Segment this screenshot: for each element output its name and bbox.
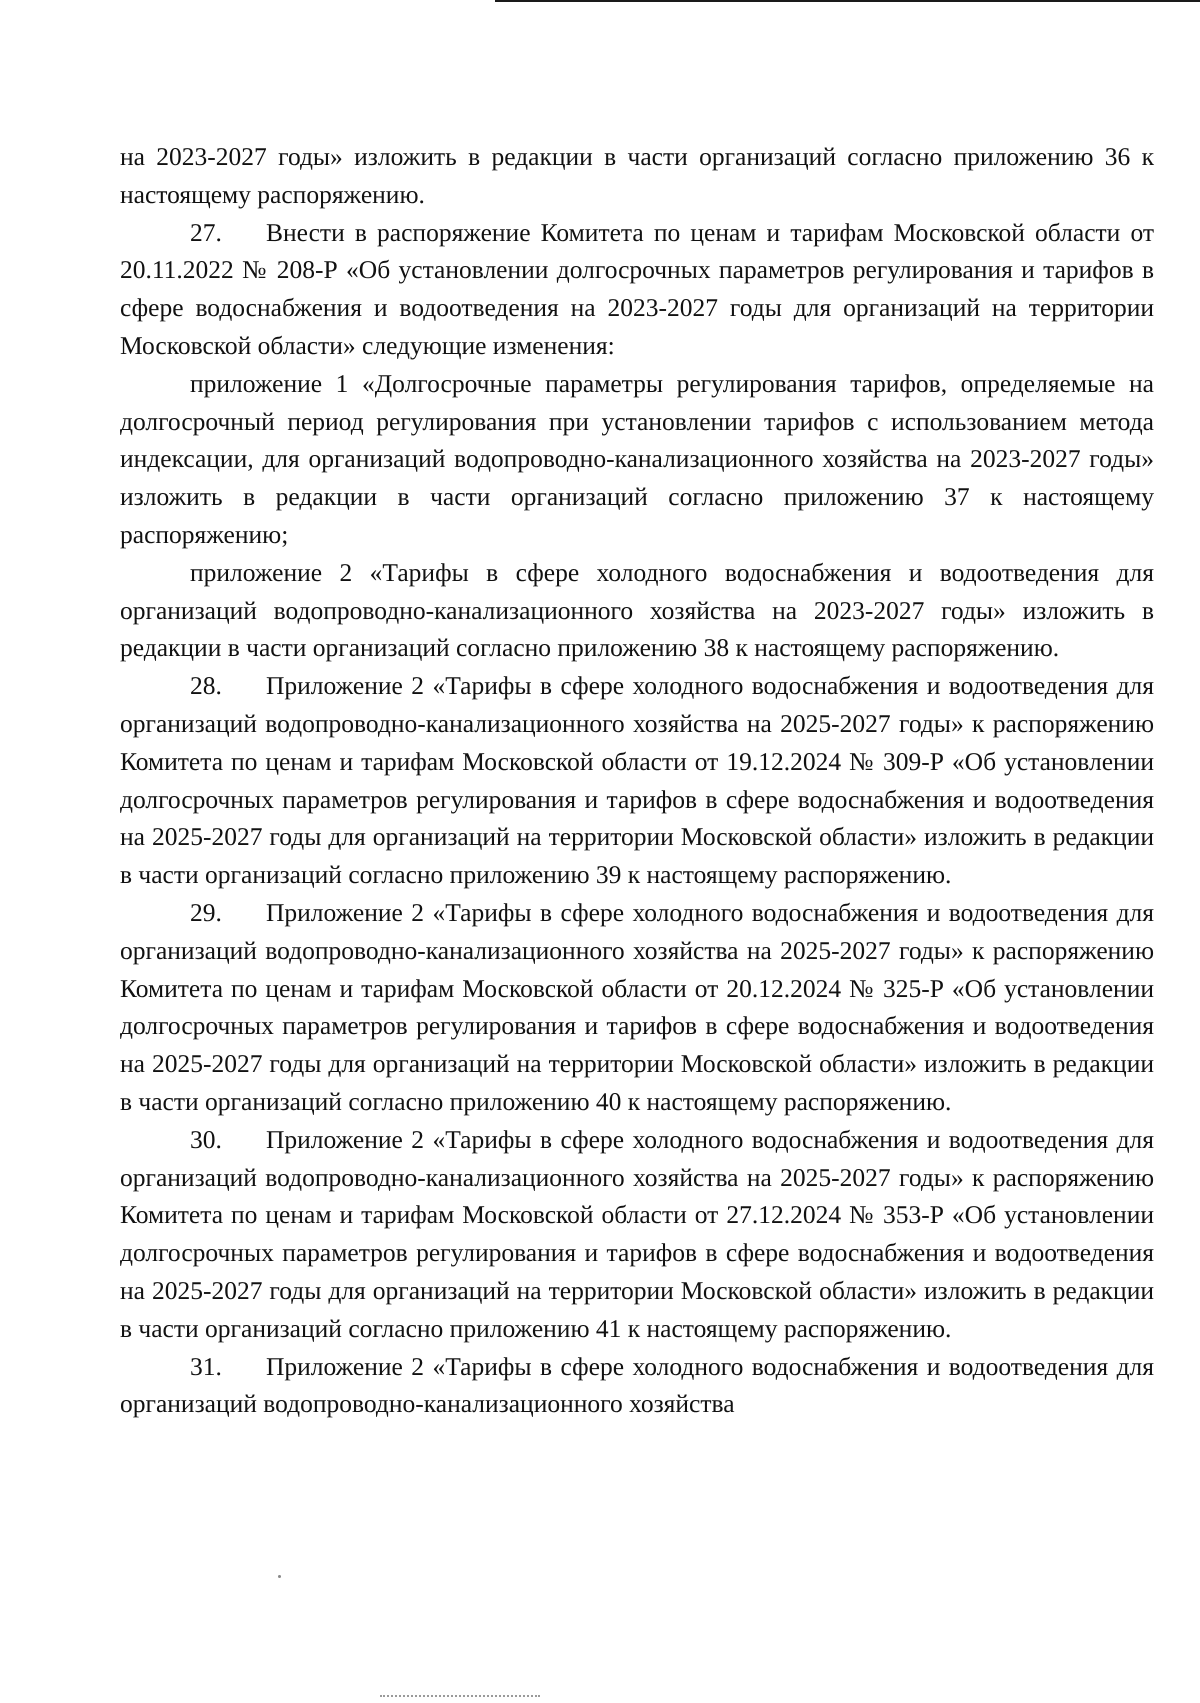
scan-speck xyxy=(278,1575,281,1578)
paragraph-text: приложение 1 «Долгосрочные параметры регулирования тарифов, определяемые на долгосрочный период регулирования при установлении тарифов с использованием метода индексации, для организаций водопроводно-канализационного хозяйства на 2023-2027 годы» изложить в редакции в части организаций согласно приложению 37 к настоящему распоряжению; xyxy=(120,368,1154,549)
paragraph-text: Приложение 2 «Тарифы в сфере холодного водоснабжения и водоотведения для организаций водопроводно-канализационного хозяйства на 2025-2027 годы» к распоряжению Комитета по ценам и тарифам Московской области от 19.12.2024 № 309-Р «Об установлении долгосрочных параметров регулирования и тарифов в сфере водоснабжения и водоотведения на 2025-2027 годы для организаций на территории Московской области» изложить в редакции в части организаций согласно приложению 39 к настоящему распоряжению. xyxy=(120,671,1154,890)
paragraph-item-28 xyxy=(120,667,1154,894)
paragraph-text: Приложение 2 «Тарифы в сфере холодного водоснабжения и водоотведения для организаций водопроводно-канализационного хозяйства xyxy=(120,1351,1154,1419)
scan-bottom-marks xyxy=(380,1695,540,1699)
paragraph-item-29 xyxy=(120,894,1154,1121)
item-number: 31. xyxy=(190,1351,222,1381)
item-number: 29. xyxy=(190,897,222,927)
paragraph-text: приложение 2 «Тарифы в сфере холодного водоснабжения и водоотведения для организаций водопроводно-канализационного хозяйства на 2023-2027 годы» изложить в редакции в части организаций согласно приложению 38 к настоящему распоряжению. xyxy=(120,557,1154,663)
paragraph-text: Приложение 2 «Тарифы в сфере холодного водоснабжения и водоотведения для организаций водопроводно-канализационного хозяйства на 2025-2027 годы» к распоряжению Комитета по ценам и тарифам Московской области от 20.12.2024 № 325-Р «Об установлении долгосрочных параметров регулирования и тарифов в сфере водоснабжения и водоотведения на 2025-2027 годы для организаций на территории Московской области» изложить в редакции в части организаций согласно приложению 40 к настоящему распоряжению. xyxy=(120,897,1154,1116)
item-number: 28. xyxy=(190,671,222,701)
paragraph-item-27 xyxy=(120,214,1154,365)
document-body xyxy=(120,138,1154,1423)
paragraph-appendix-1 xyxy=(120,365,1154,554)
paragraph-appendix-2 xyxy=(120,554,1154,667)
paragraph-item-30 xyxy=(120,1121,1154,1348)
item-number: 27. xyxy=(190,217,222,247)
paragraph-continuation xyxy=(120,138,1154,214)
item-number: 30. xyxy=(190,1124,222,1154)
paragraph-text: Приложение 2 «Тарифы в сфере холодного водоснабжения и водоотведения для организаций водопроводно-канализационного хозяйства на 2025-2027 годы» к распоряжению Комитета по ценам и тарифам Московской области от 27.12.2024 № 353-Р «Об установлении долгосрочных параметров регулирования и тарифов в сфере водоснабжения и водоотведения на 2025-2027 годы для организаций на территории Московской области» изложить в редакции в части организаций согласно приложению 41 к настоящему распоряжению. xyxy=(120,1124,1154,1343)
scan-edge-line xyxy=(495,0,1200,2)
paragraph-text: на 2023-2027 годы» изложить в редакции в части организаций согласно приложению 36 к настоящему распоряжению. xyxy=(120,142,1154,209)
paragraph-item-31 xyxy=(120,1348,1154,1424)
paragraph-text: Внести в распоряжение Комитета по ценам и тарифам Московской области от 20.11.2022 № 208-Р «Об установлении долгосрочных параметров регулирования и тарифов в сфере водоснабжения и водоотведения на 2023-2027 годы для организаций на территории Московской области» следующие изменения: xyxy=(120,217,1154,360)
